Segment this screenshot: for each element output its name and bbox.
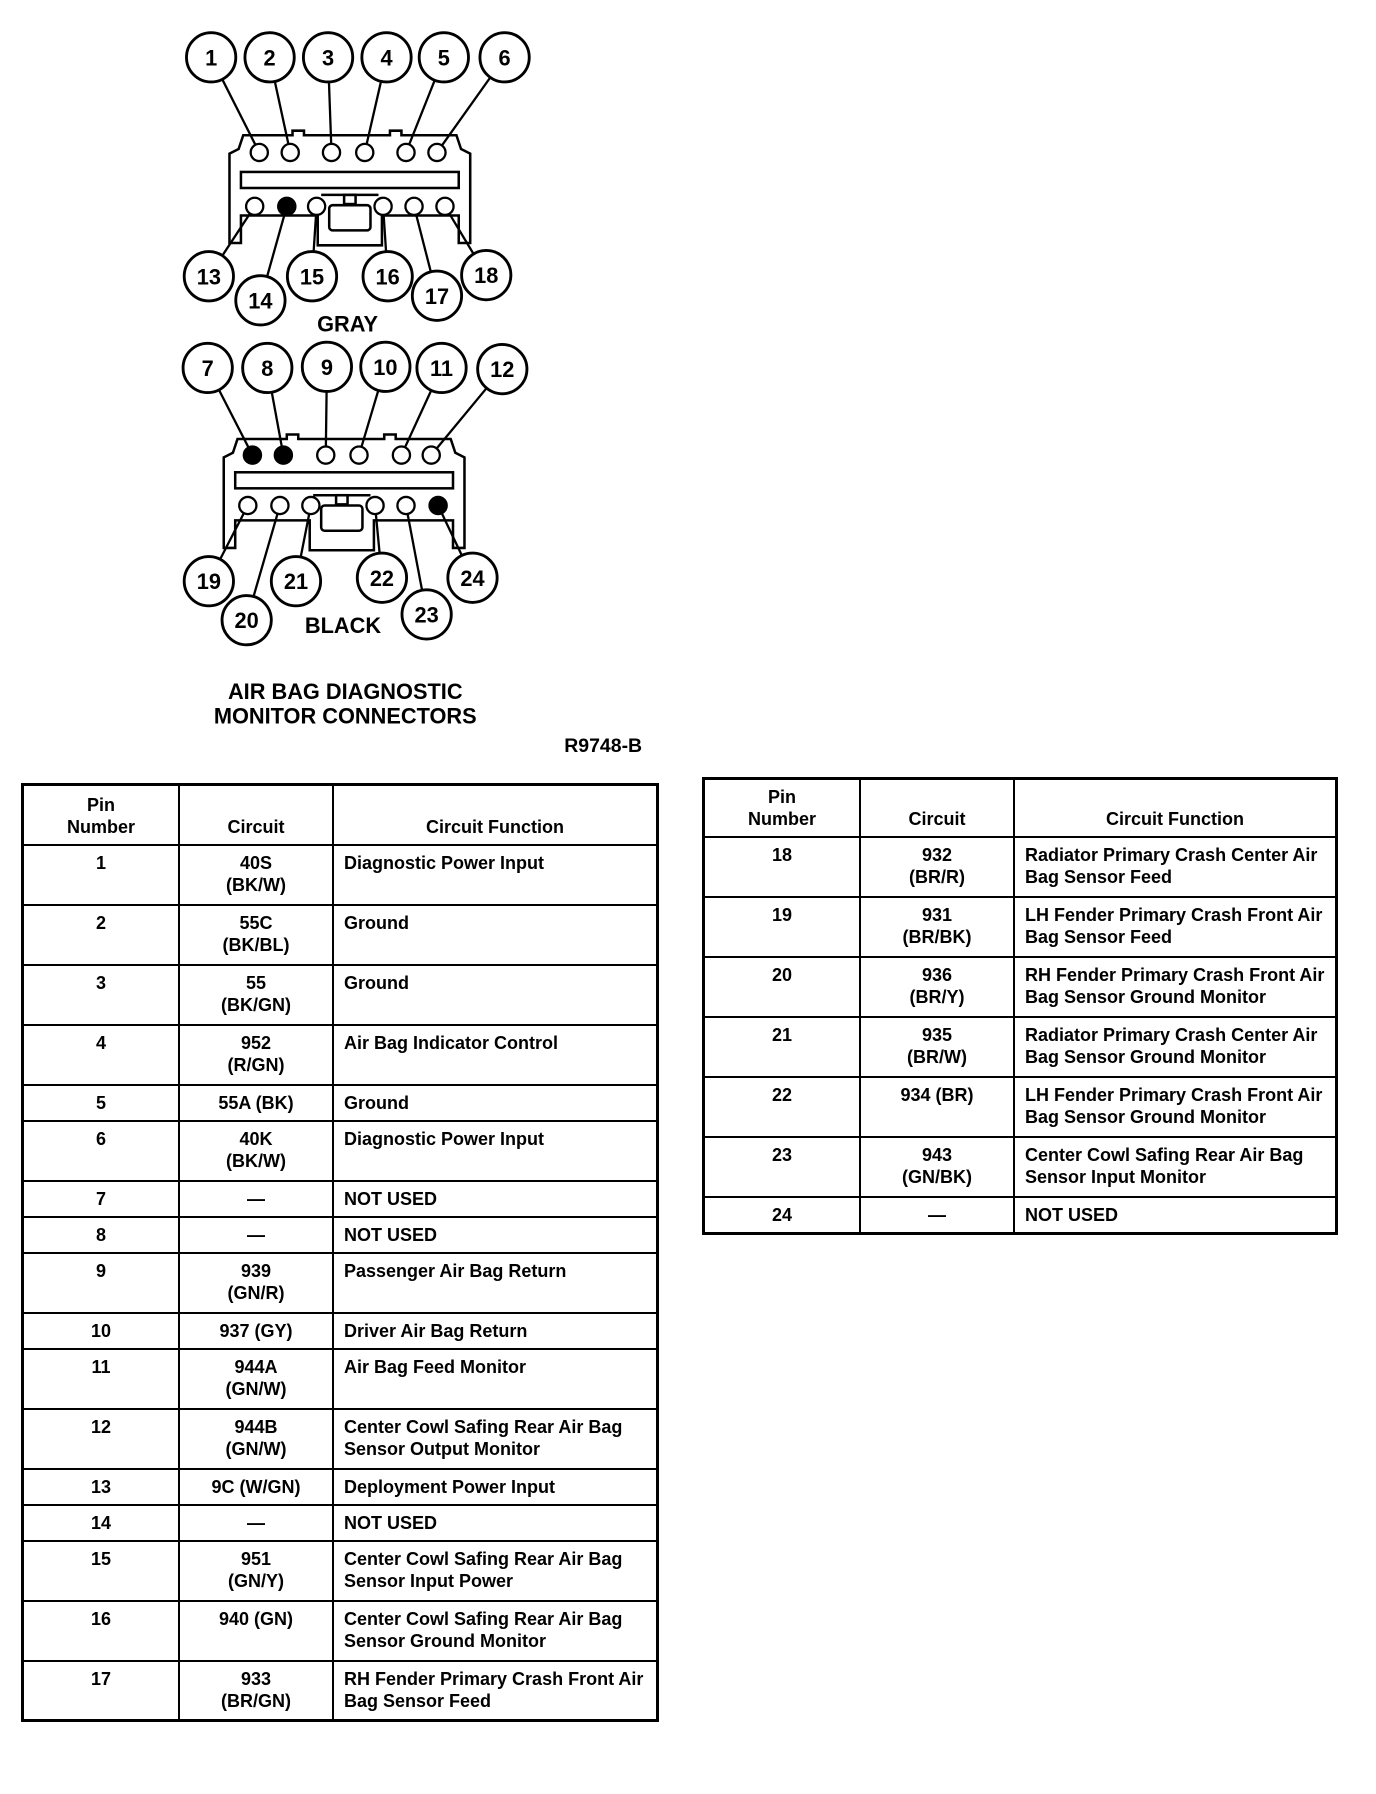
circuit-cell [860, 957, 1014, 1017]
callout-number: 2 [263, 45, 276, 71]
circuit-text: (R/GN) [227, 1054, 285, 1075]
pin-socket [239, 497, 256, 514]
pin-number-cell: 11 [23, 1349, 180, 1409]
leader-line [219, 390, 249, 448]
leader-line [223, 80, 256, 145]
circuit-function-cell [333, 965, 658, 1025]
circuit-function-text: Bag Sensor Ground Monitor [1025, 1107, 1266, 1127]
pin-number-cell: 24 [704, 1197, 861, 1233]
header-circuit: Circuit [860, 779, 1014, 838]
circuit-function-text: Center Cowl Safing Rear Air Bag [1025, 1145, 1304, 1165]
table-row [23, 1313, 658, 1349]
pin-socket [397, 144, 414, 161]
pinout-table-right [702, 777, 1338, 1235]
circuit-function-text: Center Cowl Safing Rear Air Bag [344, 1416, 623, 1437]
circuit-cell [860, 1077, 1014, 1137]
circuit-function-cell [1014, 957, 1337, 1017]
leader-line [408, 513, 422, 589]
circuit-function-cell [333, 1409, 658, 1469]
pin-callout [243, 343, 292, 463]
circuit-text: (GN/BK) [902, 1167, 972, 1187]
circuit-function-cell [1014, 1197, 1337, 1233]
pin-socket [405, 198, 422, 215]
circuit-cell [179, 1025, 333, 1085]
circuit-function-text: Diagnostic Power Input [344, 1128, 545, 1149]
header-pin-line1: Pin [86, 794, 115, 815]
circuit-cell [179, 1181, 333, 1217]
circuit-text: 944A [234, 1356, 278, 1377]
circuit-cell [179, 965, 333, 1025]
callout-number: 10 [373, 354, 398, 380]
pin-number-cell: 12 [23, 1409, 180, 1469]
table-row [23, 1661, 658, 1721]
header-pin-number [23, 785, 180, 845]
pin-socket [366, 497, 383, 514]
pin-number-cell: 4 [23, 1025, 180, 1085]
circuit-text: (GN/W) [225, 1438, 287, 1459]
circuit-function-text: Diagnostic Power Input [344, 852, 545, 873]
pin-number-cell: 19 [704, 897, 861, 957]
pin-number-cell: 17 [23, 1661, 180, 1721]
circuit-text: 934 (BR) [900, 1085, 974, 1105]
pin-number-cell: 14 [23, 1505, 180, 1541]
callout-number: 4 [380, 45, 393, 71]
circuit-text: 952 [240, 1032, 272, 1053]
circuit-cell [179, 1217, 333, 1253]
circuit-function-cell [333, 1313, 658, 1349]
circuit-function-text: Deployment Power Input [344, 1476, 556, 1497]
header-circuit-function: Circuit Function [333, 785, 658, 845]
pin-number-cell: 18 [704, 837, 861, 897]
table-row [23, 965, 658, 1025]
leader-line [442, 513, 462, 555]
circuit-text: (BK/GN) [221, 994, 291, 1015]
circuit-function-text: RH Fender Primary Crash Front Air [1025, 965, 1325, 985]
pin-callout [184, 497, 256, 606]
circuit-text: (BK/BL) [222, 934, 290, 955]
circuit-function-text: Sensor Output Monitor [344, 1438, 540, 1459]
circuit-function-cell [333, 905, 658, 965]
pin-socket [430, 497, 447, 514]
circuit-function-cell [333, 1661, 658, 1721]
circuit-function-cell [1014, 1137, 1337, 1197]
circuit-function-text: Center Cowl Safing Rear Air Bag [344, 1608, 623, 1629]
circuit-text: 940 (GN) [218, 1608, 294, 1629]
header-pin-line2: Number [66, 816, 135, 837]
table-row [704, 837, 1337, 897]
circuit-function-text: Ground [344, 1092, 409, 1113]
circuit-cell [179, 1541, 333, 1601]
pin-number-cell: 10 [23, 1313, 180, 1349]
circuit-text: (BR/Y) [909, 987, 965, 1007]
pin-socket [428, 144, 445, 161]
callout-number: 1 [205, 45, 218, 71]
table-row [704, 1017, 1337, 1077]
pin-callout [303, 33, 352, 161]
gray-connector-label: GRAY [317, 311, 378, 337]
pin-socket [423, 446, 440, 463]
callout-number: 3 [322, 45, 335, 71]
pin-socket [436, 198, 453, 215]
circuit-cell [860, 837, 1014, 897]
circuit-function-text: Driver Air Bag Return [344, 1320, 528, 1341]
circuit-function-text: NOT USED [1025, 1205, 1119, 1225]
leader-line [267, 214, 284, 276]
circuit-text: (BR/W) [907, 1047, 967, 1067]
circuit-cell [860, 1197, 1014, 1233]
table-row [23, 1085, 658, 1121]
circuit-function-text: NOT USED [344, 1224, 438, 1245]
circuit-cell [179, 1409, 333, 1469]
pin-socket [302, 497, 319, 514]
table-row [23, 905, 658, 965]
circuit-cell [179, 1469, 333, 1505]
circuit-cell [179, 1121, 333, 1181]
circuit-function-cell [1014, 1017, 1337, 1077]
circuit-text: (BR/R) [909, 867, 965, 887]
circuit-text: 40S [239, 852, 273, 873]
header-circuit: Circuit [179, 785, 333, 845]
callout-number: 11 [430, 355, 454, 381]
circuit-text: 935 [921, 1025, 953, 1045]
pin-number-cell: 13 [23, 1469, 180, 1505]
circuit-function-text: LH Fender Primary Crash Front Air [1025, 1085, 1323, 1105]
circuit-function-text: Center Cowl Safing Rear Air Bag [344, 1548, 623, 1569]
circuit-text: (GN/R) [227, 1282, 285, 1303]
pin-socket [308, 198, 325, 215]
circuit-cell [860, 1017, 1014, 1077]
table-row [23, 1121, 658, 1181]
circuit-function-text: Radiator Primary Crash Center Air [1025, 845, 1318, 865]
callout-number: 21 [283, 569, 309, 595]
connector-latch-bar [241, 172, 459, 188]
circuit-text: (GN/W) [225, 1378, 287, 1399]
pin-socket [246, 198, 263, 215]
pin-socket [356, 144, 373, 161]
table-row [23, 1601, 658, 1661]
pin-number-cell: 21 [704, 1017, 861, 1077]
circuit-cell [179, 1313, 333, 1349]
circuit-cell [860, 1137, 1014, 1197]
pin-number-cell: 8 [23, 1217, 180, 1253]
pin-callout [236, 198, 296, 325]
pin-number-cell: 15 [23, 1541, 180, 1601]
pin-socket [393, 446, 410, 463]
circuit-function-text: Sensor Input Monitor [1025, 1167, 1206, 1187]
table-row [23, 1253, 658, 1313]
pin-socket [374, 198, 391, 215]
table-row [23, 1217, 658, 1253]
circuit-function-cell [333, 1469, 658, 1505]
table-header-row [23, 785, 658, 845]
circuit-function-cell [333, 1505, 658, 1541]
circuit-cell [179, 1661, 333, 1721]
black-connector-label: BLACK [304, 612, 382, 638]
table-row [23, 1025, 658, 1085]
pin-number-cell: 7 [23, 1181, 180, 1217]
pin-socket [244, 446, 261, 463]
pin-socket [282, 144, 299, 161]
table-row [23, 1505, 658, 1541]
callout-number: 7 [201, 355, 214, 381]
circuit-function-cell [1014, 837, 1337, 897]
circuit-text: (BR/BK) [902, 927, 972, 947]
circuit-function-text: Ground [344, 912, 409, 933]
table-row [23, 1541, 658, 1601]
callout-number: 5 [437, 45, 450, 71]
leader-line [314, 214, 316, 251]
pin-number-cell: 5 [23, 1085, 180, 1121]
circuit-text: 933 [240, 1668, 272, 1689]
table-row [704, 1077, 1337, 1137]
circuit-text: 951 [240, 1548, 272, 1569]
pin-socket [397, 497, 414, 514]
pin-socket [317, 446, 334, 463]
pin-number-cell: 23 [704, 1137, 861, 1197]
callout-number: 17 [424, 283, 450, 309]
circuit-function-text: Bag Sensor Feed [344, 1690, 492, 1711]
pinout-table-left [21, 783, 659, 1722]
circuit-text: — [247, 1512, 265, 1533]
circuit-function-text: Sensor Input Power [344, 1570, 514, 1591]
circuit-function-text: Passenger Air Bag Return [344, 1260, 567, 1281]
circuit-function-cell [333, 1085, 658, 1121]
circuit-cell [179, 845, 333, 905]
table-row [704, 897, 1337, 957]
callout-number: 18 [474, 263, 499, 289]
circuit-function-cell [333, 1349, 658, 1409]
circuit-function-cell [1014, 1077, 1337, 1137]
circuit-function-cell [333, 1181, 658, 1217]
callout-number: 15 [299, 264, 325, 290]
pin-number-cell: 2 [23, 905, 180, 965]
circuit-function-text: Ground [344, 972, 409, 993]
pin-number-cell: 1 [23, 845, 180, 905]
table-row [23, 845, 658, 905]
pin-socket [251, 144, 268, 161]
pin-socket [271, 497, 288, 514]
leader-line [384, 214, 386, 251]
circuit-text: 944B [234, 1416, 278, 1437]
table-row [704, 1137, 1337, 1197]
callout-number: 24 [460, 565, 485, 591]
pin-number-cell: 22 [704, 1077, 861, 1137]
pin-socket [278, 198, 295, 215]
circuit-function-cell [333, 1121, 658, 1181]
pin-socket [275, 446, 292, 463]
circuit-text: 932 [921, 845, 953, 865]
circuit-function-cell [333, 1025, 658, 1085]
circuit-cell [179, 1505, 333, 1541]
connector-key [336, 495, 347, 504]
circuit-cell [179, 1349, 333, 1409]
circuit-cell [179, 1601, 333, 1661]
pin-callout [356, 33, 411, 161]
black-connector [183, 342, 527, 645]
circuit-cell [179, 1085, 333, 1121]
circuit-function-text: LH Fender Primary Crash Front Air [1025, 905, 1323, 925]
circuit-text: 943 [921, 1145, 953, 1165]
circuit-function-cell [333, 1217, 658, 1253]
circuit-function-text: Bag Sensor Ground Monitor [1025, 987, 1266, 1007]
leader-line [326, 392, 327, 447]
circuit-function-text: RH Fender Primary Crash Front Air [344, 1668, 644, 1689]
callout-number: 12 [490, 357, 515, 383]
circuit-function-text: Bag Sensor Feed [1025, 927, 1173, 947]
leader-line [436, 389, 486, 449]
circuit-function-text: Bag Sensor Feed [1025, 867, 1173, 887]
circuit-text: 55A (BK) [218, 1092, 294, 1113]
callout-number: 13 [196, 264, 221, 290]
callout-number: 8 [261, 355, 274, 381]
leader-line [442, 78, 490, 146]
diagram-title-line2: MONITOR CONNECTORS [213, 703, 477, 729]
connector-latch [329, 205, 370, 230]
callout-number: 19 [196, 569, 221, 595]
connector-latch-bar [235, 472, 453, 488]
callout-number: 6 [498, 45, 511, 71]
circuit-function-cell [1014, 897, 1337, 957]
circuit-text: 931 [921, 905, 953, 925]
circuit-cell [179, 1253, 333, 1313]
connector-diagram [0, 0, 1376, 760]
table-row [23, 1469, 658, 1505]
circuit-text: (BR/GN) [221, 1690, 291, 1711]
circuit-function-cell [333, 1253, 658, 1313]
circuit-function-text: Air Bag Indicator Control [344, 1032, 559, 1053]
header-pin-line1: Pin [767, 787, 796, 807]
circuit-text: 55 [245, 972, 267, 993]
circuit-text: 40K [239, 1128, 273, 1149]
circuit-text: 55C [239, 912, 273, 933]
leader-line [223, 213, 251, 255]
pin-socket [350, 446, 367, 463]
figure-id: R9748-B [564, 734, 643, 757]
circuit-cell [179, 905, 333, 965]
circuit-text: 9C (W/GN) [211, 1476, 301, 1497]
pin-callout [302, 342, 351, 464]
header-pin-line2: Number [747, 809, 816, 829]
pin-number-cell: 3 [23, 965, 180, 1025]
circuit-text: 936 [921, 965, 953, 985]
table-row [704, 1197, 1337, 1233]
circuit-function-cell [333, 845, 658, 905]
circuit-function-cell [333, 1601, 658, 1661]
connector-latch [321, 506, 362, 531]
leader-line [416, 214, 431, 271]
pin-number-cell: 20 [704, 957, 861, 1017]
pin-number-cell: 16 [23, 1601, 180, 1661]
callout-number: 14 [248, 288, 273, 314]
circuit-text: — [928, 1205, 946, 1225]
circuit-cell [860, 897, 1014, 957]
circuit-text: — [247, 1224, 265, 1245]
table-row [704, 957, 1337, 1017]
circuit-function-text: Air Bag Feed Monitor [344, 1356, 527, 1377]
circuit-function-cell [333, 1541, 658, 1601]
table-row [23, 1181, 658, 1217]
circuit-function-text: NOT USED [344, 1188, 438, 1209]
gray-connector [184, 33, 529, 325]
header-circuit-function: Circuit Function [1014, 779, 1337, 838]
header-pin-number [704, 779, 861, 838]
circuit-function-text: Radiator Primary Crash Center Air [1025, 1025, 1318, 1045]
circuit-text: (GN/Y) [228, 1570, 284, 1591]
pin-socket [323, 144, 340, 161]
table-header-row [704, 779, 1337, 838]
table-row [23, 1349, 658, 1409]
circuit-function-text: Sensor Ground Monitor [344, 1630, 546, 1651]
pin-number-cell: 9 [23, 1253, 180, 1313]
callout-number: 22 [369, 565, 395, 591]
circuit-function-text: Bag Sensor Ground Monitor [1025, 1047, 1266, 1067]
circuit-text: 937 (GY) [219, 1320, 293, 1341]
connector-key [344, 195, 355, 204]
circuit-text: 939 [240, 1260, 272, 1281]
circuit-function-text: NOT USED [344, 1512, 438, 1533]
circuit-text: (BK/W) [226, 1150, 286, 1171]
callout-number: 20 [234, 608, 259, 634]
circuit-text: (BK/W) [226, 874, 286, 895]
circuit-text: — [247, 1188, 265, 1209]
callout-number: 16 [375, 264, 400, 290]
diagram-title-line1: AIR BAG DIAGNOSTIC [227, 679, 463, 705]
callout-number: 23 [414, 602, 439, 628]
callout-number: 9 [320, 354, 333, 380]
table-row [23, 1409, 658, 1469]
pin-number-cell: 6 [23, 1121, 180, 1181]
